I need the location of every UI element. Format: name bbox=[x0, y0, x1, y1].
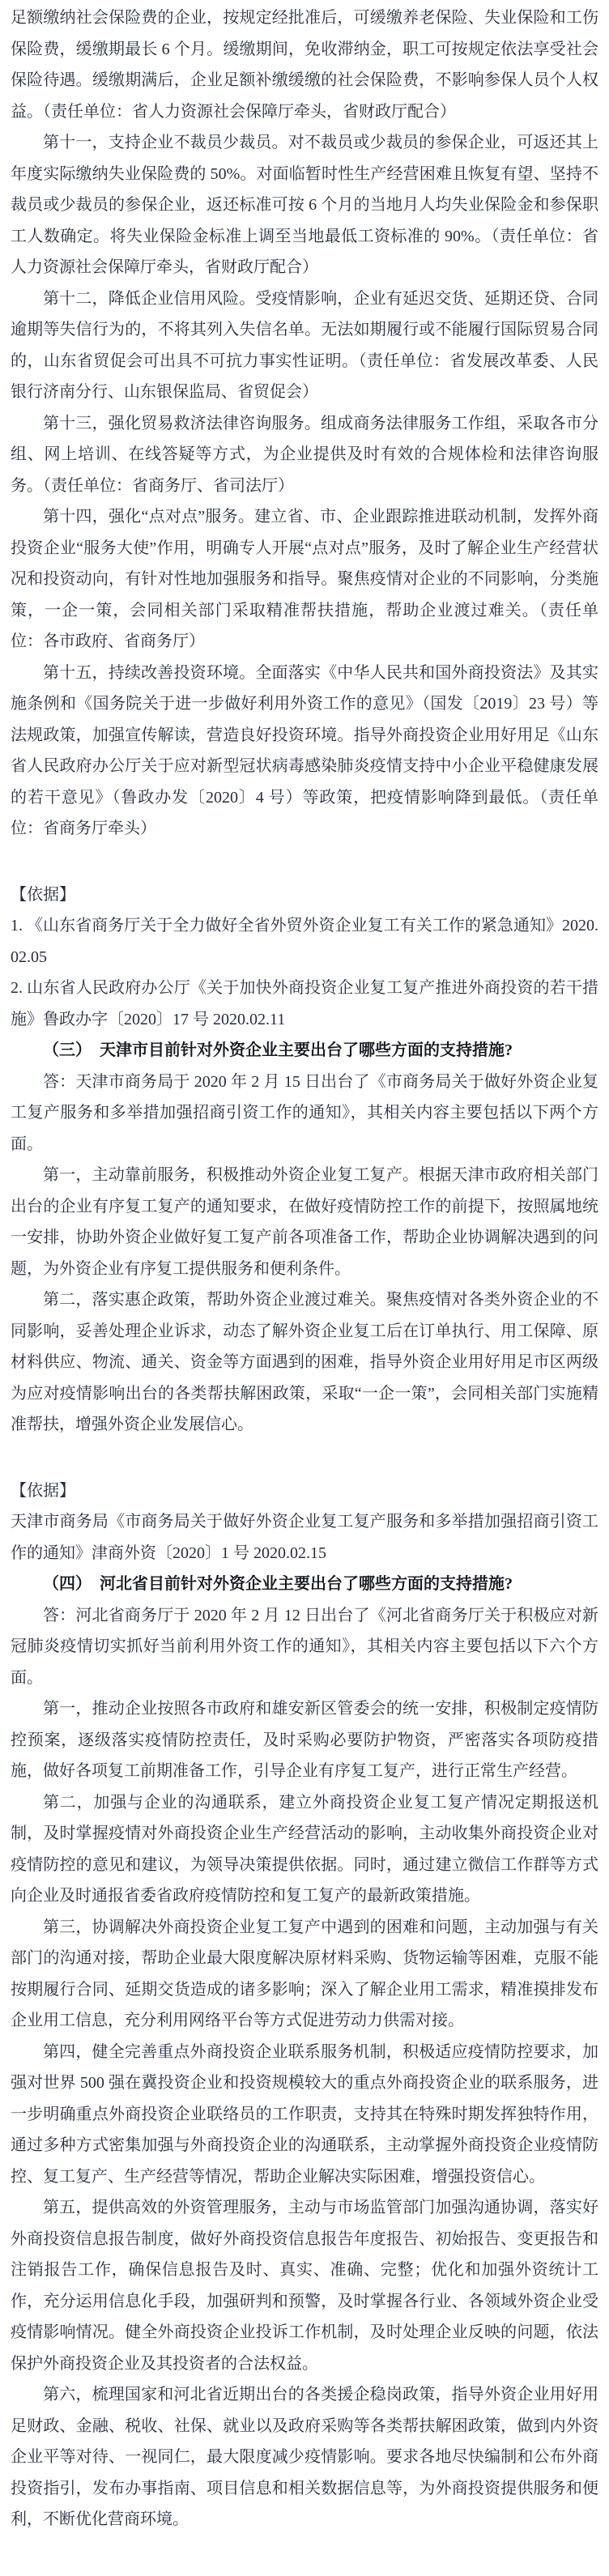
answer-paragraph-tianjin: 答：天津市商务局于 2020 年 2 月 15 日出台了《市商务局关于做好外资企业复工复产服务和多举措加强招商引资工作的通知》，其相关内容主要包括以下两个方面。 bbox=[11, 1072, 598, 1153]
body-paragraph-hebei-2: 第二，加强与企业的沟通联系，建立外商投资企业复工复产情况定期报送机制，及时掌握疫情对外商投资企业生产经营活动的影响，主动收集外商投资企业对疫情防控的意见和建议，为领导决策提供依据。同时，通过建立微信工作群等方式向企业及时通报省委省政府疫情防控和复工复产的最新政策措施。 bbox=[11, 1793, 598, 1905]
body-paragraph-measure-12: 第十二，降低企业信用风险。受疫情影响，企业有延迟交货、延期还贷、合同逾期等失信行为的，不将其列入失信名单。无法如期履行或不能履行国际贸易合同的，山东省贸促会可出具不可抗力事实性证明。（责任单位：省发展改革委、人民银行济南分行、山东银保监局、省贸促会） bbox=[11, 289, 598, 401]
body-paragraph-measure-14: 第十四，强化“点对点”服务。建立省、市、企业跟踪推进联动机制，发挥外商投资企业“服务大使”作用，明确专人开展“点对点”服务，及时了解企业生产经营状况和投资动向，有针对性地加强服务和指导。聚焦疫情对企业的不同影响，分类施策，一企一策，会同相关部门采取精准帮扶措施，帮助企业渡过难关。（责任单位：各市政府、省商务厅） bbox=[11, 508, 598, 650]
basis-reference-item: 1. 《山东省商务厅关于全力做好全省外贸外资企业复工有关工作的紧急通知》2020.02.05 bbox=[11, 917, 598, 966]
body-paragraph-tianjin-2: 第二，落实惠企政策，帮助外资企业渡过难关。聚焦疫情对各类外资企业的不同影响，妥善处理企业诉求，动态了解外资企业复工后在订单执行、用工保障、原材料供应、物流、通关、资金等方面遇到的困难，指导外资企业用好用足市区两级为应对疫情影响出台的各类帮扶解困政策，采取“一企一策”，会同相关部门实施精准帮扶，增强外资企业发展信心。 bbox=[11, 1291, 598, 1433]
answer-paragraph-hebei: 答：河北省商务厅于 2020 年 2 月 12 日出台了《河北省商务厅关于积极应对新冠肺炎疫情切实抓好当前利用外资工作的通知》，其相关内容主要包括以下六个方面。 bbox=[11, 1606, 598, 1687]
body-paragraph-hebei-6: 第六，梳理国家和河北省近期出台的各类援企稳岗政策，指导外资企业用好用足财政、金融、税收、社保、就业以及政府采购等各类帮扶解困政策，做到内外资企业平等对待、一视同仁，最大限度减少疫情影响。要求各地尽快编制和公布外商投资指引，发布办事指南、项目信息和相关数据信息等，为外商投资提供服务和便利，不断优化营商环境。 bbox=[11, 2386, 598, 2528]
question-heading-tianjin: （三） 天津市目前针对外资企业主要出台了哪些方面的支持措施? bbox=[43, 1041, 513, 1059]
body-paragraph-continued: 足额缴纳社会保险费的企业，按规定经批准后，可缓缴养老保险、失业保险和工伤保险费，缓缴期最长 6 个月。缓缴期间，免收滞纳金，职工可按规定依法享受社会保险待遇。缓缴期满后，企业足额补缴缓缴的社会保险费，不影响参保人员个人权益。（责任单位：省人力资源社会保障厅牵头，省财政厅配合） bbox=[11, 9, 598, 121]
body-paragraph-hebei-5: 第五，提供高效的外资管理服务，主动与市场监管部门加强沟通协调，落实好外商投资信息报告制度，做好外商投资信息报告年度报告、初始报告、变更报告和注销报告工作，确保信息报告及时、真实、准确、完整；优化和加强外资统计工作，充分运用信息化手段，加强研判和预警，及时掌握各行业、各领域外资企业受疫情影响情况。健全外商投资企业投诉工作机制，及时处理企业反映的问题，依法保护外商投资企业及其投资者的合法权益。 bbox=[11, 2199, 598, 2373]
body-paragraph-measure-13: 第十三，强化贸易救济法律咨询服务。组成商务法律服务工作组，采取各市分组、网上培训、在线答疑等方式，为企业提供及时有效的合规体检和法律咨询服务。（责任单位：省商务厅、省司法厅） bbox=[11, 414, 598, 495]
body-paragraph-hebei-4: 第四，健全完善重点外商投资企业联系服务机制，积极适应疫情防控要求，加强对世界 500 强在冀投资企业和投资规模较大的重点外商投资企业的联系服务，进一步明确重点外商投资企业联络员的工作职责，支持其在特殊时期发挥独特作用，通过多种方式密集加强与外商投资企业的沟通联系，主动掌握外商投资企业疫情防控、复工复产、生产经营等情况，帮助企业解决实际困难，增强投资信心。 bbox=[11, 2042, 598, 2186]
basis-reference-item: 天津市商务局《市商务局关于做好外资企业复工复产服务和多举措加强招商引资工作的通知》津商外资〔2020〕1 号 2020.02.15 bbox=[11, 1513, 598, 1562]
basis-section-header: 【依据】 bbox=[11, 1481, 75, 1500]
basis-reference-item: 2. 山东省人民政府办公厅《关于加快外商投资企业复工复产推进外商投资的若干措施》鲁政办字〔2020〕17 号 2020.02.11 bbox=[11, 979, 598, 1028]
body-paragraph-hebei-1: 第一，推动企业按照各市政府和雄安新区管委会的统一安排，积极制定疫情防控预案，逐级落实疫情防控责任，及时采购必要防护物资，严密落实各项防疫措施，做好各项复工前期准备工作，引导企业有序复工复产，进行正常生产经营。 bbox=[11, 1700, 598, 1780]
question-heading-hebei: （四） 河北省目前针对外资企业主要出台了哪些方面的支持措施? bbox=[43, 1575, 513, 1593]
body-paragraph-hebei-3: 第三，协调解决外商投资企业复工复产中遇到的困难和问题，主动加强与有关部门的沟通对接，帮助企业最大限度解决原材料采购、货物运输等困难，克服不能按期履行合同、延期交货造成的诸多影响；深入了解企业用工需求，精准摸排发布企业用工信息，充分利用网络平台等方式促进劳动力供需对接。 bbox=[11, 1918, 598, 2029]
body-paragraph-measure-15: 第十五，持续改善投资环境。全面落实《中华人民共和国外商投资法》及其实施条例和《国务院关于进一步做好利用外资工作的意见》（国发〔2019〕23 号）等法规政策，加强宣传解读，营造良好投资环境。指导外商投资企业用好用足《山东省人民政府办公厅关于应对新型冠状病毒感染肺炎疫情支持中小企业平稳健康发展的若干意见》（鲁政办发〔2020〕4 号）等政策，把疫情影响降到最低。（责任单位：省商务厅牵头） bbox=[11, 663, 598, 837]
body-paragraph-tianjin-1: 第一，主动靠前服务，积极推动外资企业复工复产。根据天津市政府相关部门出台的企业有序复工复产的通知要求，在做好疫情防控工作的前提下，按照属地统一安排，协助外资企业做好复工复产前各项准备工作，帮助企业协调解决遇到的问题，为外资企业有序复工提供服务和便利条件。 bbox=[11, 1166, 598, 1278]
body-paragraph-measure-11: 第十一，支持企业不裁员少裁员。对不裁员或少裁员的参保企业，可返还其上年度实际缴纳失业保险费的 50%。对面临暂时性生产经营困难且恢复有望、坚持不裁员或少裁员的参保企业，返还标准可按 6 个月的当地月人均失业保险金和参保职工人数确定。将失业保险金标准上调至当地最低工资标准的 90%。（责任单位：省人力资源社会保障厅牵头，省财政厅配合） bbox=[11, 134, 598, 276]
basis-section-header: 【依据】 bbox=[11, 885, 75, 904]
